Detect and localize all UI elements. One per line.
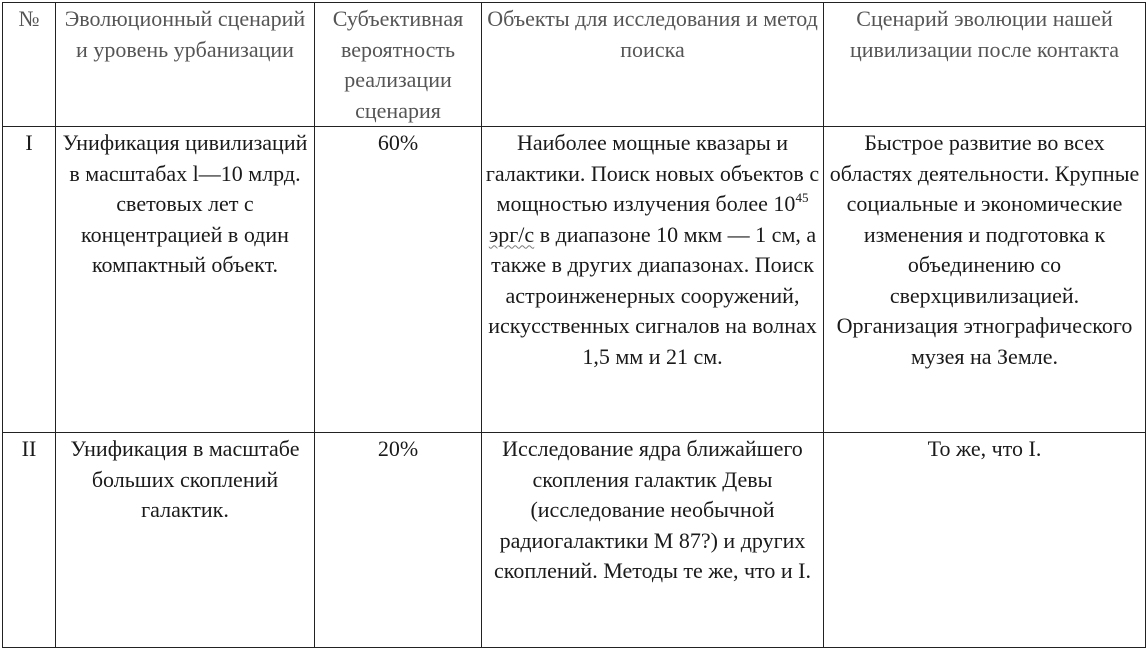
scenario-table [2,2,1146,648]
header-number: № [3,3,56,127]
row-number: II [3,433,56,648]
table-row [3,433,1146,648]
header-contact: Сценарий эволюции нашей цивилизации после контакта [824,3,1146,127]
objects-cell [482,127,824,433]
contact-cell: То же, что I. [824,433,1146,648]
objects-text-part2: в диапазоне 10 мкм — 1 см, а также в других диапазонах. Поиск астроинженерных сооружений, искусственных сигналов на волнах 1,5 мм и 21 см. [488,221,817,369]
objects-exponent: 45 [795,190,809,205]
scenario-cell: Унификация цивилизаций в масштабах l—10 млрд. световых лет с концентрацией в один компактный объект. [56,127,315,433]
probability-cell: 20% [315,433,482,648]
row-number: I [3,127,56,433]
probability-cell: 60% [315,127,482,433]
contact-cell: Быстрое развитие во всех областях деятельности. Крупные социальные и экономические изменения и подготовка к объединению со сверхцивилизацией. Организация этнографического музея на Земле. [824,127,1146,433]
header-objects: Объекты для исследования и метод поиска [482,3,824,127]
header-probability: Субъективная вероятность реализации сценария [315,3,482,127]
scenario-cell: Унификация в масштабе больших скоплений галактик. [56,433,315,648]
table-header-row [3,3,1146,127]
table-row [3,127,1146,433]
header-scenario: Эволюционный сценарий и уровень урбанизации [56,3,315,127]
objects-unit-word: эрг/с [488,221,535,247]
objects-cell: Исследование ядра ближайшего скопления галактик Девы (исследование необычной радиогалактики М 87?) и других скоплений. Методы те же, что и I. [482,433,824,648]
objects-text-part1: Наиболее мощные квазары и галактики. Поиск новых объектов с мощностью излучения более 10 [485,130,820,216]
